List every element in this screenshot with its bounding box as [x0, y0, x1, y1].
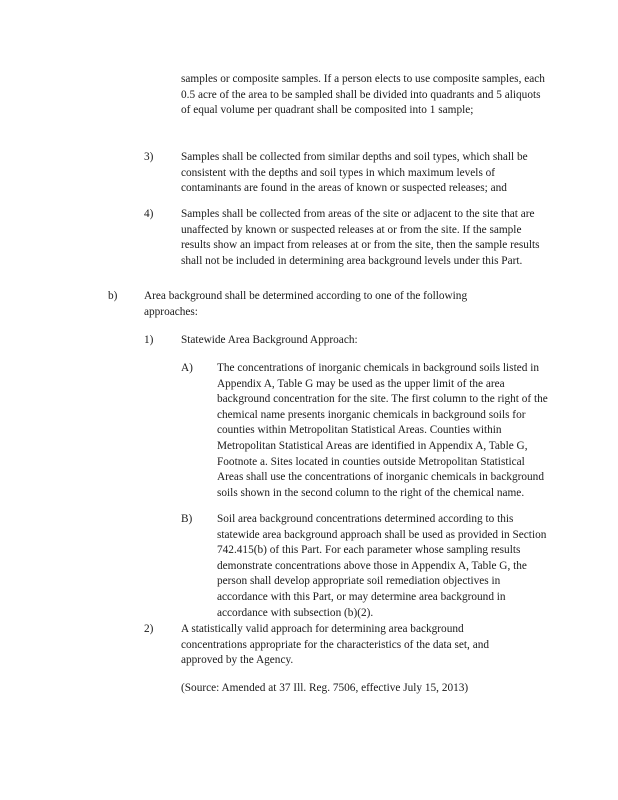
subitem-a-paragraph: The concentrations of inorganic chemicals in background soils listed in Appendix A, Table G may be used as the upper limit of the area background concentration for the site. The first column to the right of the chemical name presents inorganic chemicals in background soils for counties within Metropolitan Statistical Areas. Counties within Metropolitan Statistical Areas are identified in Appendix A, Table G, Footnote a. Sites located in counties outside Metropolitan Statistical Areas shall use the concentrations of inorganic chemicals in background soils shown in the second column to the right of the chemical name.	[217, 362, 548, 499]
subitem-b-label: B)	[181, 513, 193, 525]
continuation-paragraph: samples or composite samples. If a person elects to use composite samples, each 0.5 acre of the area to be sampled shall be divided into quadrants and 5 aliquots of equal volume per quadrant shall be composited into 1 sample;	[181, 73, 545, 117]
item-b1-label: 1)	[144, 334, 154, 346]
item-4-label: 4)	[144, 208, 154, 220]
subitem-a-label: A)	[181, 362, 193, 374]
item-b2-label: 2)	[144, 623, 154, 635]
item-3-paragraph: Samples shall be collected from similar depths and soil types, which shall be consistent with the depths and soil types in which maximum levels of contaminants are found in the areas of known or suspected releases; and	[181, 151, 528, 195]
section-b-label: b)	[108, 290, 118, 302]
item-b1-heading: Statewide Area Background Approach:	[181, 334, 358, 346]
source-note: (Source: Amended at 37 Ill. Reg. 7506, effective July 15, 2013)	[181, 682, 469, 694]
item-3-label: 3)	[144, 151, 154, 163]
item-4-paragraph: Samples shall be collected from areas of the site or adjacent to the site that are unaffected by known or suspected releases at or from the site. If the sample results show an impact from releases at or from the site, then the sample results shall not be included in determining area background levels under this Part.	[181, 208, 540, 267]
subitem-b-paragraph: Soil area background concentrations determined according to this statewide area background approach shall be used as provided in Section 742.415(b) of this Part. For each parameter whose sampling results demonstrate concentrations above those in Appendix A, Table G, the person shall develop appropriate soil remediation objectives in accordance with this Part, or may determine area background in accordance with subsection (b)(2).	[217, 513, 547, 619]
section-b-paragraph: Area background shall be determined according to one of the following approaches:	[144, 290, 468, 318]
item-b2-paragraph: A statistically valid approach for determining area background concentrations appropriate for the characteristics of the data set, and approved by the Agency.	[181, 623, 490, 667]
